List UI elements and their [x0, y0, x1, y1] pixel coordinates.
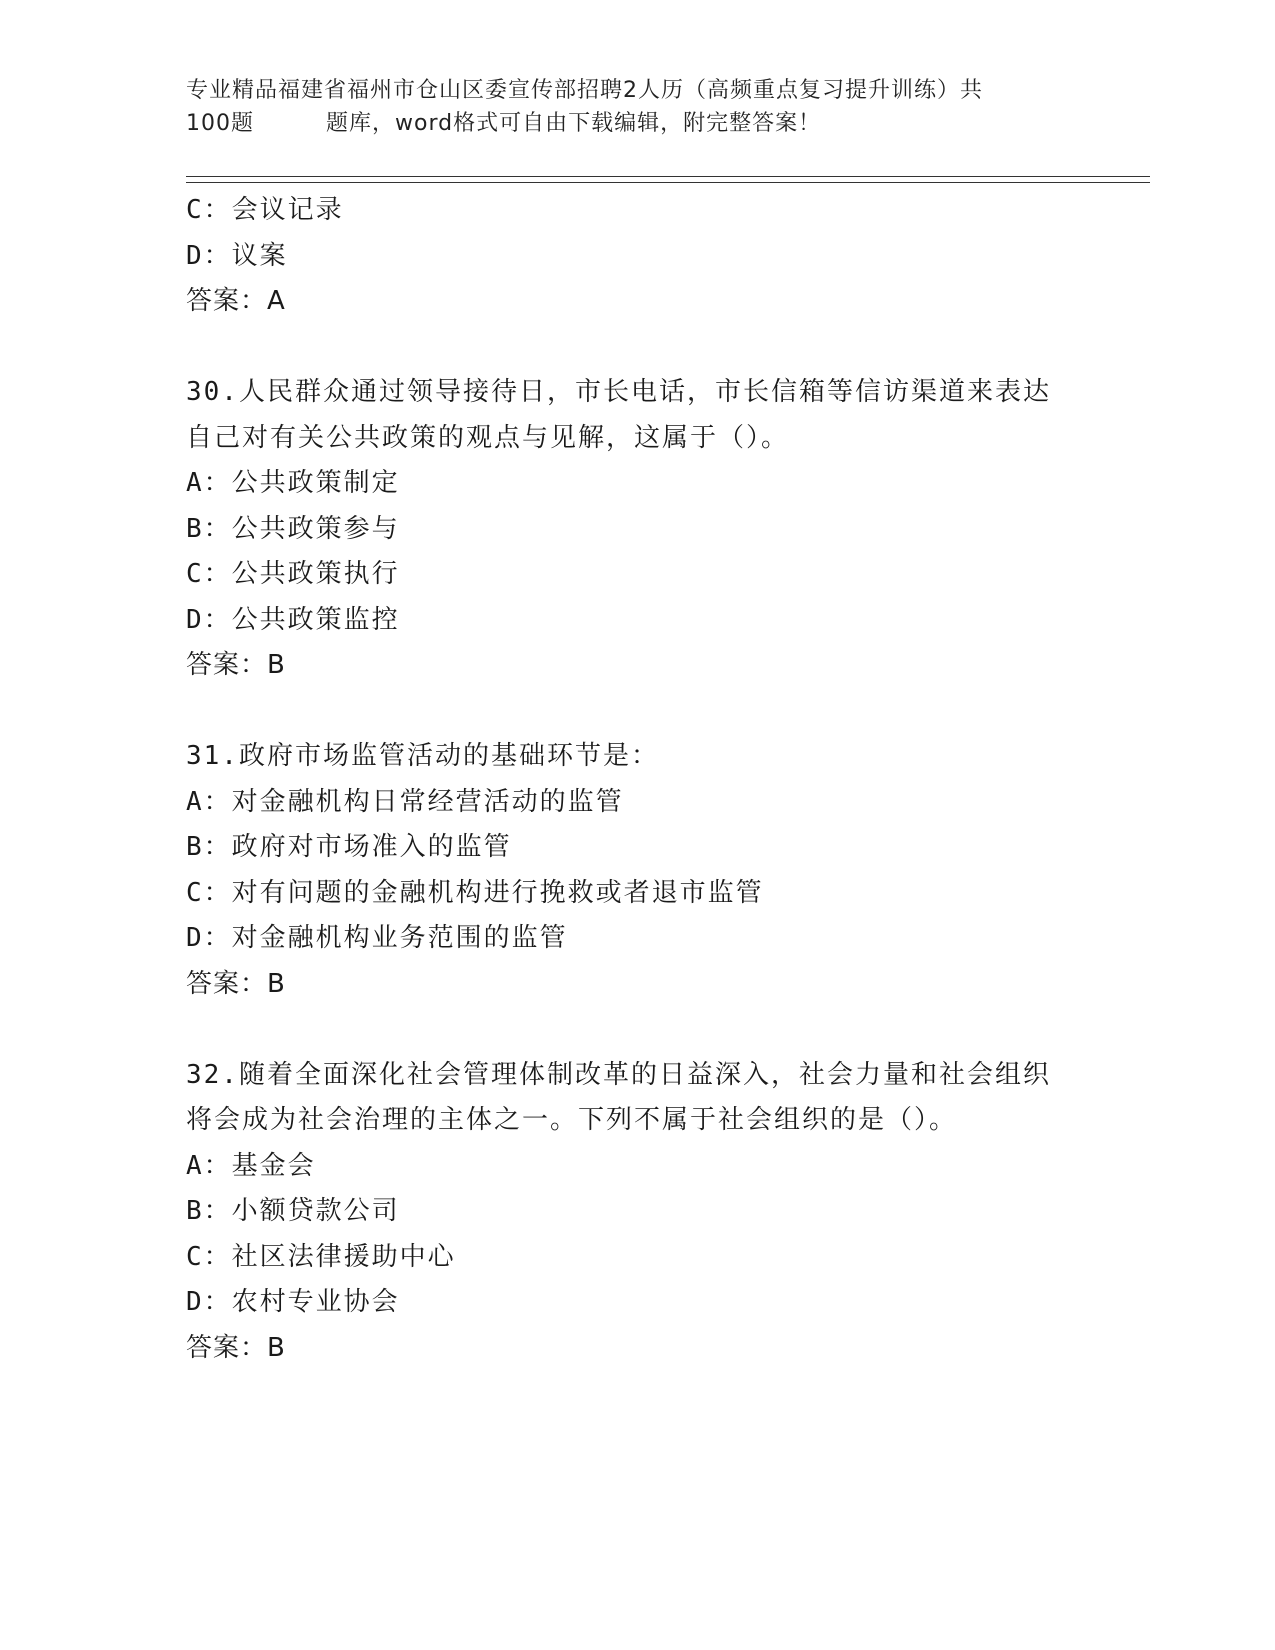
option-c: C：公共政策执行	[186, 559, 400, 589]
question-spacer	[186, 325, 1086, 371]
question-stem: 30.人民群众通过领导接待日，市长电话，市长信箱等信访渠道来表达	[186, 377, 1051, 407]
question-spacer	[186, 1007, 1086, 1053]
option-a: A：公共政策制定	[186, 468, 400, 498]
option-c: C：对有问题的金融机构进行挽救或者退市监管	[186, 877, 764, 908]
question-stem: 31.政府市场监管活动的基础环节是：	[186, 741, 659, 771]
page-header	[186, 74, 1086, 140]
question-stem: 自己对有关公共政策的观点与见解，这属于（）。	[186, 422, 790, 453]
answer-label: 答案：B	[186, 968, 286, 999]
option-c: C：会议记录	[186, 195, 344, 225]
header-divider-top	[186, 176, 1150, 177]
question-block-29	[186, 188, 1086, 325]
question-list	[186, 188, 1086, 1371]
option-a: A：对金融机构日常经营活动的监管	[186, 786, 624, 817]
question-stem: 将会成为社会治理的主体之一。下列不属于社会组织的是（）。	[186, 1105, 958, 1135]
option-d: D：公共政策监控	[186, 604, 400, 635]
answer-label: 答案：A	[186, 286, 286, 316]
header-description: 题库，word格式可自由下载编辑，附完整答案！	[326, 111, 822, 136]
question-block-32	[186, 1053, 1086, 1372]
option-d: D：对金融机构业务范围的监管	[186, 923, 568, 953]
header-question-count: 100题	[186, 111, 254, 136]
answer-label: 答案：B	[186, 1332, 286, 1363]
option-d: D：议案	[186, 240, 288, 271]
option-b: B：政府对市场准入的监管	[186, 832, 512, 862]
question-stem: 32.随着全面深化社会管理体制改革的日益深入，社会力量和社会组织	[186, 1059, 1051, 1090]
option-a: A：基金会	[186, 1150, 316, 1181]
header-divider-bottom	[186, 182, 1150, 183]
question-spacer	[186, 689, 1086, 735]
option-d: D：农村专业协会	[186, 1287, 400, 1317]
option-c: C：社区法律援助中心	[186, 1241, 456, 1272]
question-block-30	[186, 370, 1086, 689]
question-block-31	[186, 734, 1086, 1007]
option-b: B：小额贷款公司	[186, 1196, 400, 1226]
header-title-line2	[186, 107, 1086, 140]
answer-label: 答案：B	[186, 650, 286, 680]
option-b: B：公共政策参与	[186, 513, 400, 544]
header-title-line1: 专业精品福建省福州市仓山区委宣传部招聘2人历（高频重点复习提升训练）共	[186, 78, 983, 103]
